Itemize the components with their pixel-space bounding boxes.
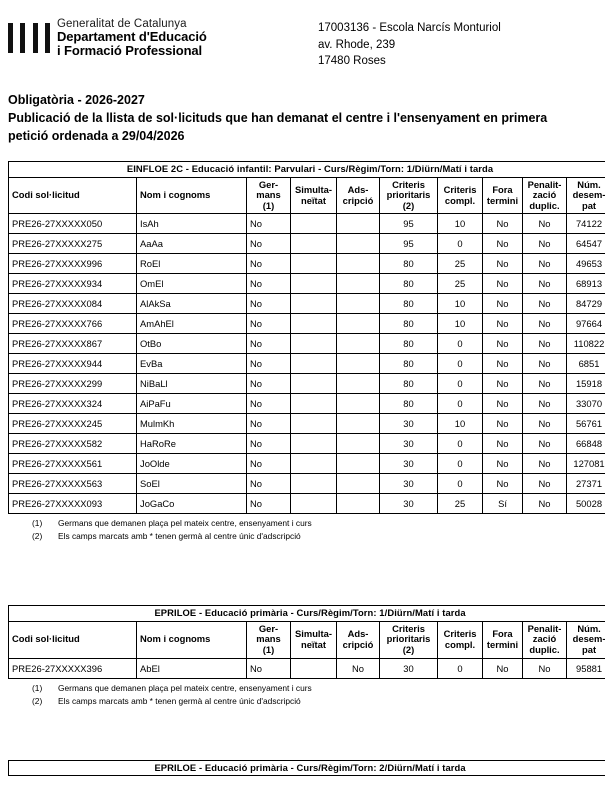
cell-nom: IsAh — [137, 214, 247, 234]
cell-nom: JoOlde — [137, 454, 247, 474]
header-germans — [247, 621, 291, 658]
cell-criteris-compl: 25 — [438, 494, 483, 514]
header-fora-l1: Fora — [492, 184, 513, 196]
org-line-2: Departament d'Educació — [57, 29, 207, 45]
cell-germans: No — [247, 214, 291, 234]
cell-codi: PRE26-27XXXXX561 — [9, 454, 137, 474]
header-num-l1: Núm. — [577, 178, 601, 190]
cell-criteris-prioritaris: 30 — [380, 658, 438, 678]
header-simultaneitat-l2: neïtat — [300, 194, 326, 206]
cell-fora-termini: No — [483, 294, 523, 314]
table-row — [9, 334, 605, 354]
cell-codi: PRE26-27XXXXX245 — [9, 414, 137, 434]
cell-fora-termini: No — [483, 334, 523, 354]
section-spacer — [0, 708, 605, 744]
cell-adscripcio — [337, 334, 380, 354]
cell-fora-termini: No — [483, 314, 523, 334]
table-row — [9, 474, 605, 494]
header-num-l3: pat — [582, 644, 597, 656]
cell-num-desempat: 27371 — [567, 474, 605, 494]
table-row — [9, 254, 605, 274]
footnote-item — [32, 682, 599, 695]
cell-adscripcio — [337, 294, 380, 314]
cell-penalitzacio: No — [523, 314, 567, 334]
cell-criteris-prioritaris: 30 — [380, 474, 438, 494]
cell-simultaneitat — [291, 434, 337, 454]
cell-criteris-prioritaris: 80 — [380, 354, 438, 374]
header-adscripcio-l2: cripció — [342, 638, 374, 650]
cell-simultaneitat — [291, 394, 337, 414]
cell-fora-termini: No — [483, 414, 523, 434]
cell-codi: PRE26-27XXXXX996 — [9, 254, 137, 274]
cell-nom: MulmKh — [137, 414, 247, 434]
table-row — [9, 234, 605, 254]
cell-penalitzacio: No — [523, 294, 567, 314]
group-title: EPRILOE - Educació primària - Curs/Règim/Torn: 1/Diürn/Matí i tarda — [9, 606, 605, 622]
header-num-desempat — [567, 621, 605, 658]
table-row — [9, 374, 605, 394]
cell-num-desempat: 15918 — [567, 374, 605, 394]
cell-simultaneitat — [291, 214, 337, 234]
cell-num-desempat: 56761 — [567, 414, 605, 434]
cell-criteris-prioritaris: 30 — [380, 434, 438, 454]
header-penal-l1: Penalit- — [527, 178, 562, 190]
section-einfloe2c — [8, 161, 605, 543]
cell-nom: RoEl — [137, 254, 247, 274]
header-germans-l2: mans — [256, 189, 281, 201]
cell-simultaneitat — [291, 274, 337, 294]
footnote-number: (2) — [32, 531, 43, 542]
header-num-l1: Núm. — [577, 622, 601, 634]
header-adscripcio-l1: Ads- — [347, 184, 369, 196]
cell-adscripcio — [337, 314, 380, 334]
cell-simultaneitat — [291, 374, 337, 394]
cell-adscripcio — [337, 474, 380, 494]
cell-fora-termini: No — [483, 474, 523, 494]
header-penalitzacio — [523, 621, 567, 658]
cell-criteris-compl: 0 — [438, 454, 483, 474]
header-germans-l1: Ger- — [258, 622, 279, 634]
header-germans-l3: (1) — [262, 199, 275, 211]
cell-nom: HaRoRe — [137, 434, 247, 454]
cell-germans: No — [247, 394, 291, 414]
footnotes-section-1 — [32, 682, 599, 708]
cell-penalitzacio: No — [523, 474, 567, 494]
cell-nom: JoGaCo — [137, 494, 247, 514]
table-row — [9, 274, 605, 294]
header-num-l2: desem- — [572, 633, 605, 645]
cell-germans: No — [247, 334, 291, 354]
cell-penalitzacio: No — [523, 234, 567, 254]
page-title — [8, 92, 588, 145]
header-fora-l1: Fora — [492, 628, 513, 640]
footnote-item — [32, 517, 599, 530]
header-prioritaris-l3: (2) — [402, 199, 415, 211]
cell-nom: AmAhEl — [137, 314, 247, 334]
cell-criteris-compl: 10 — [438, 314, 483, 334]
footnote-item — [32, 695, 599, 708]
footnote-text: Germans que demanen plaça pel mateix centre, ensenyament i curs — [58, 518, 312, 529]
cell-germans: No — [247, 354, 291, 374]
table-body-section-0 — [9, 214, 605, 514]
cell-num-desempat: 50028 — [567, 494, 605, 514]
header-codi: Codi sol·licitud — [9, 177, 137, 214]
cell-penalitzacio: No — [523, 254, 567, 274]
header-simultaneitat-l1: Simulta- — [295, 184, 332, 196]
cell-criteris-compl: 10 — [438, 294, 483, 314]
cell-fora-termini: No — [483, 254, 523, 274]
footnote-text: Els camps marcats amb * tenen germà al centre únic d'adscripció — [58, 531, 301, 542]
header-penal-l2: zació — [532, 189, 557, 201]
cell-criteris-compl: 0 — [438, 434, 483, 454]
school-address: av. Rhode, 239 — [318, 38, 396, 51]
table-row — [9, 454, 605, 474]
cell-fora-termini: No — [483, 354, 523, 374]
header-simultaneitat-l2: neïtat — [300, 638, 326, 650]
cell-criteris-prioritaris: 80 — [380, 314, 438, 334]
cell-penalitzacio: No — [523, 434, 567, 454]
listing-table — [8, 760, 605, 777]
cell-num-desempat: 68913 — [567, 274, 605, 294]
cell-simultaneitat — [291, 254, 337, 274]
generalitat-logo-block — [8, 18, 308, 57]
header-nom: Nom i cognoms — [137, 621, 247, 658]
header-num-l2: desem- — [572, 189, 605, 201]
cell-adscripcio — [337, 214, 380, 234]
cell-adscripcio — [337, 494, 380, 514]
table-group-title-row — [9, 162, 605, 178]
cell-germans: No — [247, 314, 291, 334]
cell-adscripcio — [337, 374, 380, 394]
header-prioritaris-l2: prioritaris — [386, 633, 431, 645]
cell-criteris-compl: 0 — [438, 394, 483, 414]
cell-num-desempat: 110822 — [567, 334, 605, 354]
cell-simultaneitat — [291, 414, 337, 434]
cell-criteris-compl: 0 — [438, 354, 483, 374]
cell-nom: NiBaLl — [137, 374, 247, 394]
cell-num-desempat: 6851 — [567, 354, 605, 374]
school-city: 17480 Roses — [318, 55, 386, 68]
cell-simultaneitat — [291, 334, 337, 354]
header-fora-l2: termini — [486, 194, 519, 206]
cell-adscripcio — [337, 254, 380, 274]
cell-codi: PRE26-27XXXXX050 — [9, 214, 137, 234]
table-header-row — [9, 177, 605, 214]
cell-codi: PRE26-27XXXXX582 — [9, 434, 137, 454]
header-prioritaris-l1: Criteris — [392, 178, 425, 190]
cell-codi: PRE26-27XXXXX299 — [9, 374, 137, 394]
title-line-1: Obligatòria - 2026-2027 — [8, 93, 145, 108]
header-adscripcio-l1: Ads- — [347, 628, 369, 640]
section-spacer — [0, 543, 605, 589]
department-name — [57, 18, 207, 57]
cell-nom: OmEl — [137, 274, 247, 294]
cell-nom: AaAa — [137, 234, 247, 254]
footnote-number: (1) — [32, 682, 43, 693]
cell-adscripcio — [337, 454, 380, 474]
cell-criteris-prioritaris: 30 — [380, 414, 438, 434]
header-penal-l2: zació — [532, 633, 557, 645]
section-eprilloe-curs1 — [8, 605, 605, 707]
cell-num-desempat: 95881 — [567, 658, 605, 678]
cell-criteris-compl: 25 — [438, 274, 483, 294]
cell-criteris-prioritaris: 80 — [380, 254, 438, 274]
table-row — [9, 354, 605, 374]
cell-adscripcio — [337, 234, 380, 254]
header-fora-termini — [483, 621, 523, 658]
cell-penalitzacio: No — [523, 214, 567, 234]
cell-criteris-prioritaris: 80 — [380, 274, 438, 294]
table-row — [9, 658, 605, 678]
header-penal-l1: Penalit- — [527, 622, 562, 634]
cell-penalitzacio: No — [523, 354, 567, 374]
cell-germans: No — [247, 274, 291, 294]
table-row — [9, 294, 605, 314]
listing-table — [8, 605, 605, 678]
header-criteris-prioritaris — [380, 621, 438, 658]
cell-num-desempat: 33070 — [567, 394, 605, 414]
generalitat-stripes-icon — [8, 23, 50, 53]
cell-codi: PRE26-27XXXXX396 — [9, 658, 137, 678]
header-fora-l2: termini — [486, 638, 519, 650]
header-compl-l1: Criteris — [443, 184, 477, 196]
header-criteris-compl — [438, 177, 483, 214]
table-row — [9, 494, 605, 514]
header-penal-l3: duplic. — [529, 199, 560, 211]
section-eprilloe-curs2 — [8, 760, 599, 777]
school-code-name: 17003136 - Escola Narcís Monturiol — [318, 22, 501, 34]
cell-penalitzacio: No — [523, 334, 567, 354]
cell-simultaneitat — [291, 234, 337, 254]
cell-criteris-prioritaris: 95 — [380, 214, 438, 234]
cell-fora-termini: No — [483, 394, 523, 414]
cell-num-desempat: 66848 — [567, 434, 605, 454]
footnote-item — [32, 530, 599, 543]
cell-penalitzacio: No — [523, 658, 567, 678]
header-compl-l2: compl. — [444, 638, 476, 650]
header-germans-l3: (1) — [262, 644, 275, 656]
cell-codi: PRE26-27XXXXX093 — [9, 494, 137, 514]
header-germans-l2: mans — [256, 633, 281, 645]
cell-fora-termini: No — [483, 374, 523, 394]
header-num-desempat — [567, 177, 605, 214]
cell-penalitzacio: No — [523, 454, 567, 474]
cell-simultaneitat — [291, 658, 337, 678]
title-line-2: Publicació de la llista de sol·licituds que han demanat el centre i l'ensenyament en primera petició ordenada a 29/04/2026 — [8, 110, 548, 143]
table-body-section-1 — [9, 658, 605, 678]
header-compl-l1: Criteris — [443, 628, 477, 640]
header-adscripcio — [337, 177, 380, 214]
cell-germans: No — [247, 254, 291, 274]
cell-criteris-compl: 0 — [438, 474, 483, 494]
footnote-text: Els camps marcats amb * tenen germà al centre únic d'adscripció — [58, 695, 301, 706]
table-row — [9, 394, 605, 414]
header-adscripcio-l2: cripció — [342, 194, 374, 206]
cell-num-desempat: 84729 — [567, 294, 605, 314]
cell-criteris-compl: 0 — [438, 234, 483, 254]
cell-criteris-prioritaris: 80 — [380, 374, 438, 394]
cell-simultaneitat — [291, 294, 337, 314]
cell-criteris-prioritaris: 80 — [380, 334, 438, 354]
cell-nom: AlAkSa — [137, 294, 247, 314]
cell-num-desempat: 97664 — [567, 314, 605, 334]
table-group-title-row — [9, 760, 605, 776]
school-info — [318, 18, 501, 70]
cell-adscripcio — [337, 414, 380, 434]
cell-fora-termini: No — [483, 434, 523, 454]
cell-simultaneitat — [291, 314, 337, 334]
table-row — [9, 414, 605, 434]
header-criteris-compl — [438, 621, 483, 658]
cell-criteris-compl: 25 — [438, 254, 483, 274]
cell-criteris-prioritaris: 30 — [380, 494, 438, 514]
cell-criteris-prioritaris: 80 — [380, 394, 438, 414]
cell-penalitzacio: No — [523, 494, 567, 514]
cell-nom: EvBa — [137, 354, 247, 374]
cell-codi: PRE26-27XXXXX944 — [9, 354, 137, 374]
cell-germans: No — [247, 658, 291, 678]
cell-num-desempat: 127081 — [567, 454, 605, 474]
cell-adscripcio — [337, 354, 380, 374]
cell-criteris-compl: 0 — [438, 658, 483, 678]
cell-fora-termini: No — [483, 274, 523, 294]
cell-criteris-compl: 0 — [438, 334, 483, 354]
footnote-number: (1) — [32, 518, 43, 529]
cell-criteris-compl: 10 — [438, 414, 483, 434]
cell-nom: OtBo — [137, 334, 247, 354]
cell-adscripcio: No — [337, 658, 380, 678]
group-title: EINFLOE 2C - Educació infantil: Parvulari - Curs/Règim/Torn: 1/Diürn/Matí i tarda — [9, 162, 605, 178]
document-header — [0, 0, 605, 70]
table-row — [9, 434, 605, 454]
cell-codi: PRE26-27XXXXX275 — [9, 234, 137, 254]
cell-fora-termini: No — [483, 214, 523, 234]
cell-codi: PRE26-27XXXXX084 — [9, 294, 137, 314]
header-codi: Codi sol·licitud — [9, 621, 137, 658]
cell-penalitzacio: No — [523, 274, 567, 294]
cell-simultaneitat — [291, 454, 337, 474]
cell-criteris-compl: 10 — [438, 214, 483, 234]
cell-germans: No — [247, 494, 291, 514]
group-title: EPRILOE - Educació primària - Curs/Règim/Torn: 2/Diürn/Matí i tarda — [9, 760, 605, 776]
header-adscripcio — [337, 621, 380, 658]
cell-codi: PRE26-27XXXXX563 — [9, 474, 137, 494]
table-row — [9, 314, 605, 334]
header-simultaneitat-l1: Simulta- — [295, 628, 332, 640]
cell-fora-termini: Sí — [483, 494, 523, 514]
cell-adscripcio — [337, 434, 380, 454]
cell-criteris-prioritaris: 30 — [380, 454, 438, 474]
header-num-l3: pat — [581, 199, 597, 211]
table-group-title-row — [9, 606, 605, 622]
footnote-number: (2) — [32, 695, 43, 706]
cell-criteris-prioritaris: 80 — [380, 294, 438, 314]
cell-num-desempat: 64547 — [567, 234, 605, 254]
footnotes-section-0 — [32, 517, 599, 543]
cell-fora-termini: No — [483, 658, 523, 678]
header-germans — [247, 177, 291, 214]
header-simultaneitat — [291, 177, 337, 214]
cell-simultaneitat — [291, 354, 337, 374]
cell-penalitzacio: No — [523, 394, 567, 414]
cell-germans: No — [247, 374, 291, 394]
header-criteris-prioritaris — [380, 177, 438, 214]
cell-codi: PRE26-27XXXXX867 — [9, 334, 137, 354]
cell-adscripcio — [337, 274, 380, 294]
header-nom: Nom i cognoms — [137, 177, 247, 214]
cell-simultaneitat — [291, 474, 337, 494]
header-compl-l2: compl. — [444, 194, 476, 206]
cell-germans: No — [247, 234, 291, 254]
cell-germans: No — [247, 434, 291, 454]
table-row — [9, 214, 605, 234]
footnote-text: Germans que demanen plaça pel mateix centre, ensenyament i curs — [58, 682, 312, 693]
cell-penalitzacio: No — [523, 414, 567, 434]
cell-fora-termini: No — [483, 234, 523, 254]
header-fora-termini — [483, 177, 523, 214]
cell-germans: No — [247, 294, 291, 314]
cell-adscripcio — [337, 394, 380, 414]
cell-num-desempat: 74122 — [567, 214, 605, 234]
header-prioritaris-l2: prioritaris — [386, 189, 431, 201]
cell-codi: PRE26-27XXXXX934 — [9, 274, 137, 294]
header-penal-l3: duplic. — [529, 644, 560, 656]
cell-simultaneitat — [291, 494, 337, 514]
cell-germans: No — [247, 474, 291, 494]
header-germans-l1: Ger- — [258, 178, 279, 190]
cell-num-desempat: 49653 — [567, 254, 605, 274]
org-line-3: i Formació Professional — [57, 42, 203, 58]
cell-fora-termini: No — [483, 454, 523, 474]
header-penalitzacio — [523, 177, 567, 214]
cell-codi: PRE26-27XXXXX324 — [9, 394, 137, 414]
cell-nom: AiPaFu — [137, 394, 247, 414]
cell-germans: No — [247, 454, 291, 474]
cell-criteris-prioritaris: 95 — [380, 234, 438, 254]
cell-criteris-compl: 0 — [438, 374, 483, 394]
cell-germans: No — [247, 414, 291, 434]
cell-codi: PRE26-27XXXXX766 — [9, 314, 137, 334]
header-simultaneitat — [291, 621, 337, 658]
cell-nom: SoEl — [137, 474, 247, 494]
header-prioritaris-l1: Criteris — [392, 622, 425, 634]
org-line-1: Generalitat de Catalunya — [57, 18, 187, 30]
listing-table — [8, 161, 605, 514]
cell-nom: AbEl — [137, 658, 247, 678]
cell-penalitzacio: No — [523, 374, 567, 394]
header-prioritaris-l3: (2) — [402, 644, 415, 656]
table-header-row — [9, 621, 605, 658]
